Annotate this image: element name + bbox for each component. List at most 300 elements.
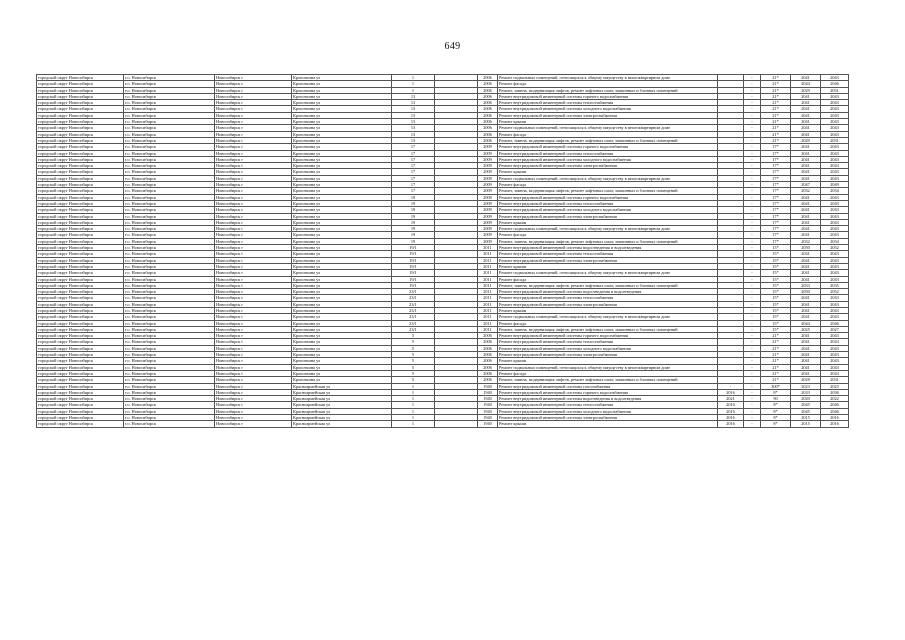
cell-rate: 8* <box>761 402 791 408</box>
cell-district: городской округ Новосибирск <box>37 137 124 143</box>
cell-work: Ремонт крыши <box>498 263 718 269</box>
cell-start: 2023 <box>791 383 821 389</box>
cell-district: городской округ Новосибирск <box>37 213 124 219</box>
cell-city: г.о. Новосибирск <box>124 276 215 282</box>
cell-dash: - <box>744 75 761 81</box>
cell-street: Кропоткина ул <box>292 194 392 200</box>
cell-dash: - <box>744 131 761 137</box>
cell-settlement: Новосибирск г <box>215 93 292 99</box>
cell-year: 2011 <box>478 270 498 276</box>
cell-work: Ремонт внутридомовой инженерной системы водоотведения и водоотведения <box>498 396 718 402</box>
cell-work: Ремонт подвальных помещений, относящихся к общему имуществу в многоквартирном доме <box>498 226 718 232</box>
cell-street: Кропоткина ул <box>292 307 392 313</box>
cell-year: 2006 <box>478 81 498 87</box>
cell-dash: - <box>744 188 761 194</box>
cell-dash: - <box>744 125 761 131</box>
cell-settlement: Новосибирск г <box>215 156 292 162</box>
cell-rate: 8* <box>761 421 791 427</box>
cell-settlement: Новосибирск г <box>215 257 292 263</box>
cell-end: 2043 <box>821 232 849 238</box>
cell-house: 17 <box>392 188 435 194</box>
cell-house: 19 <box>392 213 435 219</box>
cell-work: Ремонт фасада <box>498 276 718 282</box>
cell-rate: 17* <box>761 169 791 175</box>
cell-start: 2044 <box>791 81 821 87</box>
cell-settlement: Новосибирск г <box>215 169 292 175</box>
cell-start: 2029 <box>791 87 821 93</box>
cell-start: 2015 <box>791 415 821 421</box>
cell-district: городской округ Новосибирск <box>37 408 124 414</box>
cell-year: 2011 <box>478 251 498 257</box>
cell-year: 2006 <box>478 358 498 364</box>
cell-end: 2043 <box>821 144 849 150</box>
cell-year: 2009 <box>478 156 498 162</box>
cell-year: 1940 <box>478 396 498 402</box>
cell-end: 2043 <box>821 333 849 339</box>
cell-district: городской округ Новосибирск <box>37 352 124 358</box>
cell-settlement: Новосибирск г <box>215 213 292 219</box>
cell-street: Кропоткина ул <box>292 125 392 131</box>
cell-year: 2011 <box>478 326 498 332</box>
cell-dash: - <box>744 307 761 313</box>
cell-note <box>435 421 478 427</box>
cell-city: г.о. Новосибирск <box>124 345 215 351</box>
cell-end: 2043 <box>821 257 849 263</box>
cell-street: Кропоткина ул <box>292 245 392 251</box>
cell-rate: 17* <box>761 200 791 206</box>
cell-settlement: Новосибирск г <box>215 402 292 408</box>
cell-rate: 15* <box>761 251 791 257</box>
cell-dash: - <box>744 370 761 376</box>
cell-end: 2043 <box>821 251 849 257</box>
cell-rate: 17* <box>761 194 791 200</box>
cell-street: Кропоткина ул <box>292 358 392 364</box>
cell-extra: 2016 <box>718 421 744 427</box>
cell-house: 19 <box>392 226 435 232</box>
cell-start: 2041 <box>791 213 821 219</box>
cell-dash: - <box>744 333 761 339</box>
cell-house: 19 <box>392 207 435 213</box>
cell-settlement: Новосибирск г <box>215 251 292 257</box>
cell-dash: - <box>744 119 761 125</box>
cell-street: Кропоткина ул <box>292 144 392 150</box>
cell-district: городской округ Новосибирск <box>37 119 124 125</box>
cell-district: городской округ Новосибирск <box>37 169 124 175</box>
cell-year: 2011 <box>478 263 498 269</box>
cell-year: 2009 <box>478 175 498 181</box>
cell-settlement: Новосибирск г <box>215 263 292 269</box>
cell-rate: 17* <box>761 150 791 156</box>
cell-house: 19/1 <box>392 263 435 269</box>
cell-year: 2011 <box>478 314 498 320</box>
cell-dash: - <box>744 219 761 225</box>
cell-start: 2041 <box>791 307 821 313</box>
cell-start: 2041 <box>791 339 821 345</box>
cell-district: городской округ Новосибирск <box>37 282 124 288</box>
cell-year: 2009 <box>478 194 498 200</box>
cell-dash: - <box>744 251 761 257</box>
cell-work: Ремонт, замена, модернизация лифтов, ремонт лифтовых шахт, машинных и блочных помещений <box>498 87 718 93</box>
cell-settlement: Новосибирск г <box>215 345 292 351</box>
cell-end: 2043 <box>821 150 849 156</box>
cell-house: 13 <box>392 100 435 106</box>
cell-rate: 15* <box>761 263 791 269</box>
cell-district: городской округ Новосибирск <box>37 270 124 276</box>
cell-year: 2009 <box>478 232 498 238</box>
cell-street: Кропоткина ул <box>292 352 392 358</box>
cell-district: городской округ Новосибирск <box>37 238 124 244</box>
cell-rate: 21* <box>761 352 791 358</box>
cell-settlement: Новосибирск г <box>215 295 292 301</box>
cell-year: 2011 <box>478 289 498 295</box>
cell-dash: - <box>744 358 761 364</box>
cell-work: Ремонт внутридомовой инженерной системы горячего водоснабжения <box>498 333 718 339</box>
cell-city: г.о. Новосибирск <box>124 188 215 194</box>
cell-settlement: Новосибирск г <box>215 238 292 244</box>
cell-year: 1940 <box>478 421 498 427</box>
cell-house: 19/1 <box>392 257 435 263</box>
cell-work: Ремонт внутридомовой инженерной системы холодного водоснабжения <box>498 106 718 112</box>
cell-work: Ремонт внутридомовой инженерной системы электроснабжения <box>498 301 718 307</box>
cell-street: Красноармейская ул <box>292 383 392 389</box>
cell-end: 2031 <box>821 377 849 383</box>
cell-dash: - <box>744 137 761 143</box>
cell-house: 1 <box>392 389 435 395</box>
cell-end: 2043 <box>821 131 849 137</box>
cell-district: городской округ Новосибирск <box>37 421 124 427</box>
cell-district: городской округ Новосибирск <box>37 207 124 213</box>
cell-street: Кропоткина ул <box>292 106 392 112</box>
cell-city: г.о. Новосибирск <box>124 421 215 427</box>
cell-rate: 15* <box>761 326 791 332</box>
cell-house: 13 <box>392 119 435 125</box>
cell-city: г.о. Новосибирск <box>124 389 215 395</box>
cell-work: Ремонт фасада <box>498 370 718 376</box>
cell-house: 23/1 <box>392 295 435 301</box>
table-row <box>37 421 849 427</box>
cell-dash: - <box>744 194 761 200</box>
cell-district: городской округ Новосибирск <box>37 307 124 313</box>
cell-year: 2006 <box>478 364 498 370</box>
cell-end: 2043 <box>821 194 849 200</box>
cell-start: 2041 <box>791 93 821 99</box>
cell-settlement: Новосибирск г <box>215 175 292 181</box>
cell-work: Ремонт внутридомовой инженерной системы газоснабжения <box>498 383 718 389</box>
cell-year: 2006 <box>478 93 498 99</box>
cell-settlement: Новосибирск г <box>215 219 292 225</box>
cell-end: 2043 <box>821 175 849 181</box>
cell-work: Ремонт, замена, модернизация лифтов, ремонт лифтовых шахт, машинных и блочных помещений <box>498 282 718 288</box>
cell-city: г.о. Новосибирск <box>124 326 215 332</box>
cell-work: Ремонт внутридомовой инженерной системы горячего водоснабжения <box>498 194 718 200</box>
cell-rate: 15* <box>761 282 791 288</box>
cell-district: городской округ Новосибирск <box>37 396 124 402</box>
cell-street: Кропоткина ул <box>292 163 392 169</box>
cell-house: 13 <box>392 131 435 137</box>
cell-start: 2047 <box>791 182 821 188</box>
cell-city: г.о. Новосибирск <box>124 245 215 251</box>
cell-start: 2041 <box>791 352 821 358</box>
cell-rate: 17* <box>761 175 791 181</box>
cell-house: 1 <box>392 396 435 402</box>
cell-district: городской округ Новосибирск <box>37 75 124 81</box>
cell-work: Ремонт, замена, модернизация лифтов, ремонт лифтовых шахт, машинных и блочных помещений <box>498 188 718 194</box>
cell-end: 2043 <box>821 364 849 370</box>
cell-work: Ремонт внутридомовой инженерной системы холодного водоснабжения <box>498 156 718 162</box>
cell-dash: - <box>744 352 761 358</box>
cell-start: 2015 <box>791 421 821 427</box>
cell-year: 2011 <box>478 295 498 301</box>
cell-district: городской округ Новосибирск <box>37 100 124 106</box>
cell-settlement: Новосибирск г <box>215 301 292 307</box>
cell-city: г.о. Новосибирск <box>124 270 215 276</box>
cell-street: Кропоткина ул <box>292 213 392 219</box>
cell-street: Кропоткина ул <box>292 333 392 339</box>
cell-rate: 21* <box>761 358 791 364</box>
cell-street: Кропоткина ул <box>292 232 392 238</box>
cell-city: г.о. Новосибирск <box>124 150 215 156</box>
cell-city: г.о. Новосибирск <box>124 370 215 376</box>
cell-district: городской округ Новосибирск <box>37 194 124 200</box>
cell-work: Ремонт подвальных помещений, относящихся к общему имуществу в многоквартирном доме <box>498 314 718 320</box>
cell-rate: 17* <box>761 226 791 232</box>
cell-work: Ремонт внутридомовой инженерной системы горячего водоснабжения <box>498 93 718 99</box>
cell-district: городской округ Новосибирск <box>37 314 124 320</box>
cell-settlement: Новосибирск г <box>215 131 292 137</box>
cell-start: 2044 <box>791 320 821 326</box>
cell-house: 17 <box>392 163 435 169</box>
cell-street: Кропоткина ул <box>292 345 392 351</box>
cell-work: Ремонт внутридомовой инженерной системы теплоснабжения <box>498 251 718 257</box>
cell-settlement: Новосибирск г <box>215 339 292 345</box>
cell-street: Кропоткина ул <box>292 75 392 81</box>
cell-rate: 21* <box>761 333 791 339</box>
cell-year: 2009 <box>478 182 498 188</box>
cell-street: Кропоткина ул <box>292 156 392 162</box>
cell-city: г.о. Новосибирск <box>124 112 215 118</box>
cell-dash: - <box>744 87 761 93</box>
cell-extra: 2016 <box>718 402 744 408</box>
cell-end: 2043 <box>821 93 849 99</box>
cell-street: Кропоткина ул <box>292 182 392 188</box>
cell-settlement: Новосибирск г <box>215 200 292 206</box>
cell-city: г.о. Новосибирск <box>124 119 215 125</box>
cell-year: 2009 <box>478 200 498 206</box>
cell-city: г.о. Новосибирск <box>124 226 215 232</box>
cell-street: Кропоткина ул <box>292 370 392 376</box>
cell-end: 2043 <box>821 169 849 175</box>
cell-end: 2043 <box>821 345 849 351</box>
cell-house: 1 <box>392 81 435 87</box>
cell-settlement: Новосибирск г <box>215 333 292 339</box>
cell-year: 2011 <box>478 320 498 326</box>
cell-rate: 21* <box>761 131 791 137</box>
cell-rate: 17* <box>761 144 791 150</box>
cell-district: городской округ Новосибирск <box>37 112 124 118</box>
cell-rate: 21* <box>761 377 791 383</box>
cell-dash: - <box>744 339 761 345</box>
cell-extra: - <box>718 383 744 389</box>
cell-city: г.о. Новосибирск <box>124 144 215 150</box>
cell-city: г.о. Новосибирск <box>124 213 215 219</box>
cell-work: Ремонт внутридомовой инженерной системы электроснабжения <box>498 257 718 263</box>
cell-street: Кропоткина ул <box>292 112 392 118</box>
cell-work: Ремонт внутридомовой инженерной системы холодного водоснабжения <box>498 408 718 414</box>
cell-house: 23/1 <box>392 301 435 307</box>
cell-dash: - <box>744 276 761 282</box>
cell-district: городской округ Новосибирск <box>37 106 124 112</box>
cell-rate: 21* <box>761 93 791 99</box>
cell-year: 1940 <box>478 402 498 408</box>
cell-rate: 21* <box>761 370 791 376</box>
cell-start: 2041 <box>791 119 821 125</box>
cell-work: Ремонт внутридомовой инженерной системы теплоснабжения <box>498 150 718 156</box>
cell-street: Кропоткина ул <box>292 188 392 194</box>
cell-city: г.о. Новосибирск <box>124 93 215 99</box>
cell-rate: 17* <box>761 156 791 162</box>
cell-year: 2009 <box>478 144 498 150</box>
cell-settlement: Новосибирск г <box>215 226 292 232</box>
cell-city: г.о. Новосибирск <box>124 182 215 188</box>
cell-rate: 300* <box>761 383 791 389</box>
cell-city: г.о. Новосибирск <box>124 156 215 162</box>
cell-city: г.о. Новосибирск <box>124 251 215 257</box>
cell-year: 2006 <box>478 75 498 81</box>
cell-year: 2011 <box>478 276 498 282</box>
cell-settlement: Новосибирск г <box>215 188 292 194</box>
cell-district: городской округ Новосибирск <box>37 345 124 351</box>
cell-street: Кропоткина ул <box>292 364 392 370</box>
cell-city: г.о. Новосибирск <box>124 377 215 383</box>
cell-house: 23/1 <box>392 320 435 326</box>
cell-house: 19 <box>392 232 435 238</box>
cell-rate: 8* <box>761 408 791 414</box>
cell-house: 5 <box>392 345 435 351</box>
cell-end: 2034 <box>821 188 849 194</box>
cell-street: Кропоткина ул <box>292 119 392 125</box>
cell-street: Кропоткина ул <box>292 219 392 225</box>
cell-rate: 17* <box>761 219 791 225</box>
cell-house: 13 <box>392 93 435 99</box>
cell-district: городской округ Новосибирск <box>37 245 124 251</box>
cell-house: 5 <box>392 339 435 345</box>
cell-dash: - <box>744 377 761 383</box>
cell-house: 13 <box>392 125 435 131</box>
cell-district: городской округ Новосибирск <box>37 125 124 131</box>
cell-settlement: Новосибирск г <box>215 408 292 414</box>
cell-street: Кропоткина ул <box>292 81 392 87</box>
cell-city: г.о. Новосибирск <box>124 307 215 313</box>
cell-year: 2006 <box>478 333 498 339</box>
cell-start: 2041 <box>791 194 821 200</box>
cell-end: 2043 <box>821 112 849 118</box>
cell-year: 1940 <box>478 389 498 395</box>
cell-settlement: Новосибирск г <box>215 87 292 93</box>
cell-district: городской округ Новосибирск <box>37 415 124 421</box>
cell-district: городской округ Новосибирск <box>37 301 124 307</box>
cell-settlement: Новосибирск г <box>215 276 292 282</box>
cell-street: Красноармейская ул <box>292 389 392 395</box>
cell-street: Кропоткина ул <box>292 169 392 175</box>
cell-dash: - <box>744 289 761 295</box>
cell-rate: 15* <box>761 307 791 313</box>
cell-rate: 21* <box>761 106 791 112</box>
cell-start: 2041 <box>791 270 821 276</box>
cell-district: городской округ Новосибирск <box>37 156 124 162</box>
cell-year: 2006 <box>478 131 498 137</box>
cell-year: 2009 <box>478 169 498 175</box>
cell-street: Кропоткина ул <box>292 320 392 326</box>
cell-extra: 2016 <box>718 389 744 395</box>
cell-start: 2041 <box>791 333 821 339</box>
cell-house: 23/1 <box>392 289 435 295</box>
cell-start: 2028 <box>791 377 821 383</box>
cell-street: Красноармейская ул <box>292 421 392 427</box>
cell-district: городской округ Новосибирск <box>37 263 124 269</box>
cell-rate: 8* <box>761 389 791 395</box>
cell-end: 2043 <box>821 213 849 219</box>
cell-work: Ремонт крыши <box>498 307 718 313</box>
cell-city: г.о. Новосибирск <box>124 87 215 93</box>
cell-year: 2006 <box>478 377 498 383</box>
cell-dash: - <box>744 106 761 112</box>
cell-work: Ремонт крыши <box>498 219 718 225</box>
cell-street: Красноармейская ул <box>292 415 392 421</box>
cell-year: 2006 <box>478 345 498 351</box>
cell-city: г.о. Новосибирск <box>124 137 215 143</box>
cell-end: 2043 <box>821 301 849 307</box>
cell-city: г.о. Новосибирск <box>124 207 215 213</box>
housing-registry-table <box>36 74 849 428</box>
cell-year: 2006 <box>478 100 498 106</box>
cell-district: городской округ Новосибирск <box>37 200 124 206</box>
cell-year: 2006 <box>478 87 498 93</box>
cell-settlement: Новосибирск г <box>215 137 292 143</box>
cell-end: 2043 <box>821 200 849 206</box>
cell-house: 1 <box>392 87 435 93</box>
cell-city: г.о. Новосибирск <box>124 289 215 295</box>
cell-start: 2041 <box>791 207 821 213</box>
cell-city: г.о. Новосибирск <box>124 396 215 402</box>
cell-dash: - <box>744 415 761 421</box>
cell-start: 2020 <box>791 396 821 402</box>
cell-end: 2043 <box>821 339 849 345</box>
cell-rate: 17* <box>761 188 791 194</box>
cell-house: 17 <box>392 150 435 156</box>
cell-district: городской округ Новосибирск <box>37 232 124 238</box>
cell-extra: 2016 <box>718 408 744 414</box>
cell-dash: - <box>744 345 761 351</box>
cell-year: 2009 <box>478 188 498 194</box>
cell-work: Ремонт, замена, модернизация лифтов, ремонт лифтовых шахт, машинных и блочных помещений <box>498 238 718 244</box>
cell-work: Ремонт крыши <box>498 421 718 427</box>
cell-rate: 15* <box>761 257 791 263</box>
cell-end: 2043 <box>821 226 849 232</box>
cell-settlement: Новосибирск г <box>215 282 292 288</box>
cell-house: 1 <box>392 408 435 414</box>
cell-city: г.о. Новосибирск <box>124 219 215 225</box>
cell-district: городской округ Новосибирск <box>37 87 124 93</box>
cell-start: 2041 <box>791 150 821 156</box>
cell-rate: 21* <box>761 75 791 81</box>
cell-city: г.о. Новосибирск <box>124 163 215 169</box>
cell-house: 19 <box>392 194 435 200</box>
registry-body <box>37 75 849 428</box>
cell-house: 19/1 <box>392 251 435 257</box>
cell-year: 2009 <box>478 219 498 225</box>
cell-city: г.о. Новосибирск <box>124 301 215 307</box>
cell-settlement: Новосибирск г <box>215 100 292 106</box>
